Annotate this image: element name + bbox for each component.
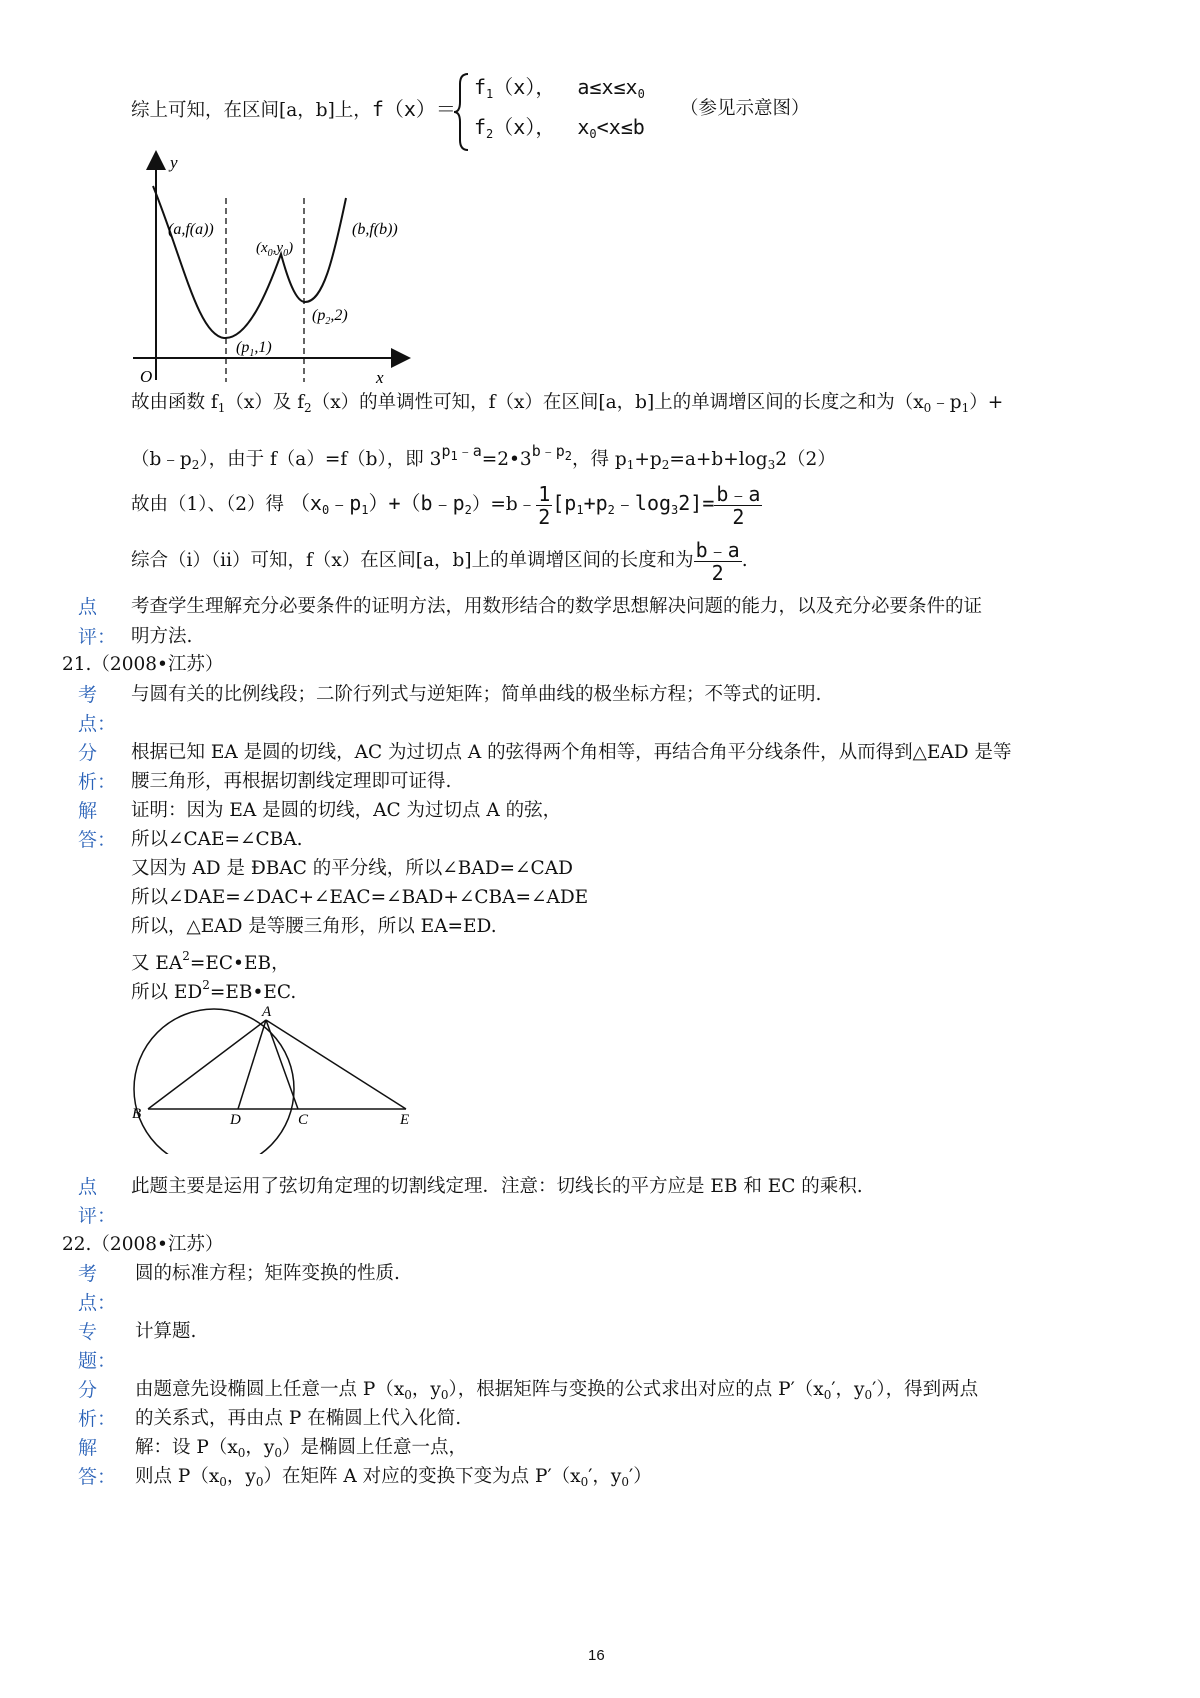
case1-arg: （x）， [493,75,556,99]
q22-fenxi-label-2: 析： [78,1408,117,1430]
p3-a: 故由（1）、（2）得 [131,494,285,515]
label-C: C [298,1112,309,1128]
p1-d-sub: 1 [961,401,970,415]
q22-header: 22.（2008•江苏） [62,1234,224,1255]
case1-fn: f [474,75,487,99]
p2-b: ），由于 f（a）=f（b），即 3 [199,449,442,470]
case2-fn: f [474,115,487,139]
q21-kaodian-text: 与圆有关的比例线段；二阶行列式与逆矩阵；简单曲线的极坐标方程；不等式的证明. [131,684,822,705]
q21-kaodian-label-1: 考 [78,684,98,706]
q21-fenxi-label-1: 分 [78,742,98,764]
q22-solution-2: 则点 $P(x_0$，$y_0$）在矩阵 A 对应的变换下变为点 $P'(x_0'$，$y_0'$） [135,1466,652,1489]
segment-AD [238,1020,266,1109]
case1-cond-sub: 0 [637,87,645,101]
p1-a-sub: 1 [217,401,226,415]
q21-solution-7: 所以 $ED^2=EB•EC$. [131,978,297,1003]
label-D: D [230,1112,241,1128]
q21-fenxi-line2: 腰三角形，再根据切割线定理即可证得. [131,771,452,792]
q22-solution-1: 解：设 $P(x_0$，$y_0$）是椭圆上任意一点， [135,1437,468,1460]
q21-solution-1: 证明：因为 EA 是圆的切线，AC 为过切点 A 的弦， [131,800,562,821]
q22-zhuanti-label-2: 题： [78,1350,117,1372]
p1-d: ﹣p [931,392,962,413]
p2-d-sub: 1 [626,458,635,472]
p3-half: $\frac{1}{2}$ [538,481,551,529]
segment-AC [266,1020,298,1109]
p1-b: （x）及 f [225,392,305,413]
p2-e: +p [634,449,662,470]
case1-sub: 1 [486,87,494,101]
case1-cond: a≤x≤x [577,75,638,99]
p1-b-sub: 2 [304,401,312,415]
q21-fenxi-label-2: 析： [78,771,117,793]
length-sum-derivation [131,478,762,535]
q21-dianping-label-1: 点 [78,1176,98,1198]
q21-dianping-text: 此题主要是运用了弦切角定理的切割线定理．注意：切线长的平方应是 EB 和 EC 的乘积. [131,1176,863,1197]
p3-e: ）=b﹣ [471,494,537,515]
p3-result-fraction: $\frac{b﹣a}{2}$ [716,481,761,529]
q21-solution-6: 又 $EA^2=EC•EB$， [131,949,290,974]
q22-fenxi-line2: 的关系式，再由点 P 在椭圆上代入化简. [135,1408,462,1429]
q21-header: 21.（2008•江苏） [62,654,224,675]
origin-label: O [140,367,153,386]
monotonic-paragraph-line1 [131,390,1003,421]
segment-AB [148,1020,266,1109]
point-b-label: (b,f(b)) [352,221,398,238]
p1-c-sub: 0 [923,401,932,415]
circle-tangent-figure [128,1004,428,1154]
p4-end: . [741,550,748,571]
case2-cond-a: x [577,115,590,139]
q21-solution-4: 所以∠DAE=∠DAC+∠EAC=∠BAD+∠CBA=∠ADE [131,887,589,908]
case2-cond-sub: 0 [589,127,597,141]
point-x0-label: $(x_0,y_0)$ [256,240,294,259]
point-p1-label: $(p_1,1)$ [236,339,272,359]
comment-label-2: 评： [78,626,117,648]
q22-zhuanti-text: 计算题. [135,1321,197,1342]
q21-solution-5: 所以，△EAD 是等腰三角形，所以 EA=ED. [131,916,497,937]
p3-bracket: $[p_1+p_2﹣\log_32]=$ [552,491,715,517]
q21-dianping-label-2: 评： [78,1205,117,1227]
p2-g: 2（2） [775,449,836,470]
see-figure-note: （参见示意图） [680,98,810,119]
p4-a: 综合（i）（ii）可知，f（x）在区间[a，b]上的单调增区间的长度和为 [131,550,694,571]
page-number: 16 [588,1647,605,1664]
piecewise-case-1 [474,74,645,107]
q21-kaodian-label-2: 点： [78,713,117,735]
case2-arg: （x）， [493,115,556,139]
summary-lead: 综上可知，在区间[a，b]上， [131,100,372,121]
p2-f: =a+b+log [669,449,768,470]
q22-fenxi-label-1: 分 [78,1379,98,1401]
case2-sub: 2 [486,127,494,141]
p2-a-sub: 2 [191,458,200,472]
q22-zhuanti-label-1: 专 [78,1321,98,1343]
label-E: E [400,1112,410,1128]
q21-solution-2: 所以∠CAE=∠CBA. [131,829,303,850]
y-axis-label: y [170,153,178,172]
p1-e: ）+ [969,392,1004,413]
tangent-AE [266,1020,406,1109]
q21-solution-3: 又因为 AD 是 ÐBAC 的平分线，所以∠BAD=∠CAD [131,858,573,879]
monotonic-paragraph-line2 [131,438,836,478]
p2-e-sub: 2 [661,458,670,472]
x-axis-label: x [376,368,384,387]
p2-f-sub: 3 [767,458,776,472]
p1-a: 故由函数 f [131,392,218,413]
p2-exp1: p1﹣a [441,442,482,463]
point-a-label: (a,f(a)) [168,221,214,238]
conclusion-line [131,536,748,586]
q22-fenxi-line1: 由题意先设椭圆上任意一点 $P(x_0$，$y_0$），根据矩阵与变换的公式求出对应的点 $P'(x_0'$，$y_0'$），得到两点 [135,1379,979,1402]
q22-kaodian-text: 圆的标准方程；矩阵变换的性质. [135,1263,400,1284]
p2-c: =2•3 [481,449,532,470]
label-A: A [262,1004,272,1020]
q22-kaodian-label-1: 考 [78,1263,98,1285]
piecewise-case-2 [474,114,645,147]
function-graph [128,150,428,390]
summary-fx: f（x）＝ [371,97,456,121]
piecewise-brace [452,72,472,152]
q21-jieda-label-1: 解 [78,800,98,822]
p1-c: （x）的单调性可知，f（x）在区间[a，b]上的单调增区间的长度之和为（x [311,392,924,413]
label-B: B [132,1106,142,1122]
q21-fenxi-line1: 根据已知 EA 是圆的切线，AC 为过切点 A 的弦得两个角相等，再结合角平分线条件，从而得到△EAD 是等 [131,742,1012,763]
q22-kaodian-label-2: 点： [78,1292,117,1314]
comment-text-line1: 考查学生理解充分必要条件的证明方法，用数形结合的数学思想解决问题的能力，以及充分必要条件的证 [131,596,983,617]
p4-fraction: $\frac{b﹣a}{2}$ [695,537,740,585]
p3-expr: $(x_0﹣p_1)+(b﹣p_2$ [289,491,472,517]
summary-line [131,96,456,124]
point-p2-label: $(p_2,2)$ [312,307,348,327]
q22-jieda-label-1: 解 [78,1437,98,1459]
p2-exp2: b﹣p2 [531,442,572,463]
p2-a: （b﹣p [131,449,192,470]
comment-label-1: 点 [78,596,98,618]
q21-jieda-label-2: 答： [78,829,117,851]
comment-text-line2: 明方法. [131,626,193,647]
case2-cond-b: <x≤b [596,115,645,139]
q22-jieda-label-2: 答： [78,1466,117,1488]
p2-d: ，得 p [572,449,627,470]
